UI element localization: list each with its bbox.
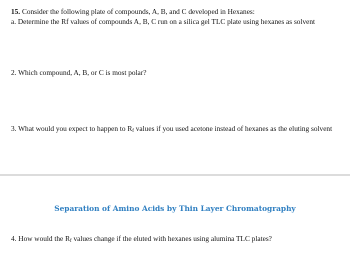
question-4-subscript: f: [69, 239, 72, 244]
question-3-subscript: f: [132, 129, 134, 134]
question-15-text: Consider the following plate of compounds, A, B, and C developed in Hexanes:: [20, 7, 255, 16]
question-2-text: 2. Which compound, A, B, or C is most polar?: [11, 68, 147, 77]
question-15-number: 15.: [11, 7, 21, 16]
question-3-text-start: 3. What would you expect to happen to R: [11, 124, 133, 133]
question-3-text-end: values if you used acetone instead of hexanes as the eluting solvent: [133, 124, 333, 133]
section-divider: [0, 174, 350, 176]
question-4-text-end: values change if the eluted with hexanes using alumina TLC plates?: [71, 234, 272, 243]
question-4-text-start: 4. How would the R: [11, 234, 70, 243]
question-4-text: [11, 234, 272, 243]
question-3-text: [11, 124, 332, 133]
question-15-heading: [11, 7, 255, 16]
section-title: Separation of Amino Acids by Thin Layer Chromatography: [54, 204, 296, 213]
question-15a-text: a. Determine the Rf values of compounds A, B, C run on a silica gel TLC plate using hexanes as solvent: [11, 17, 316, 26]
